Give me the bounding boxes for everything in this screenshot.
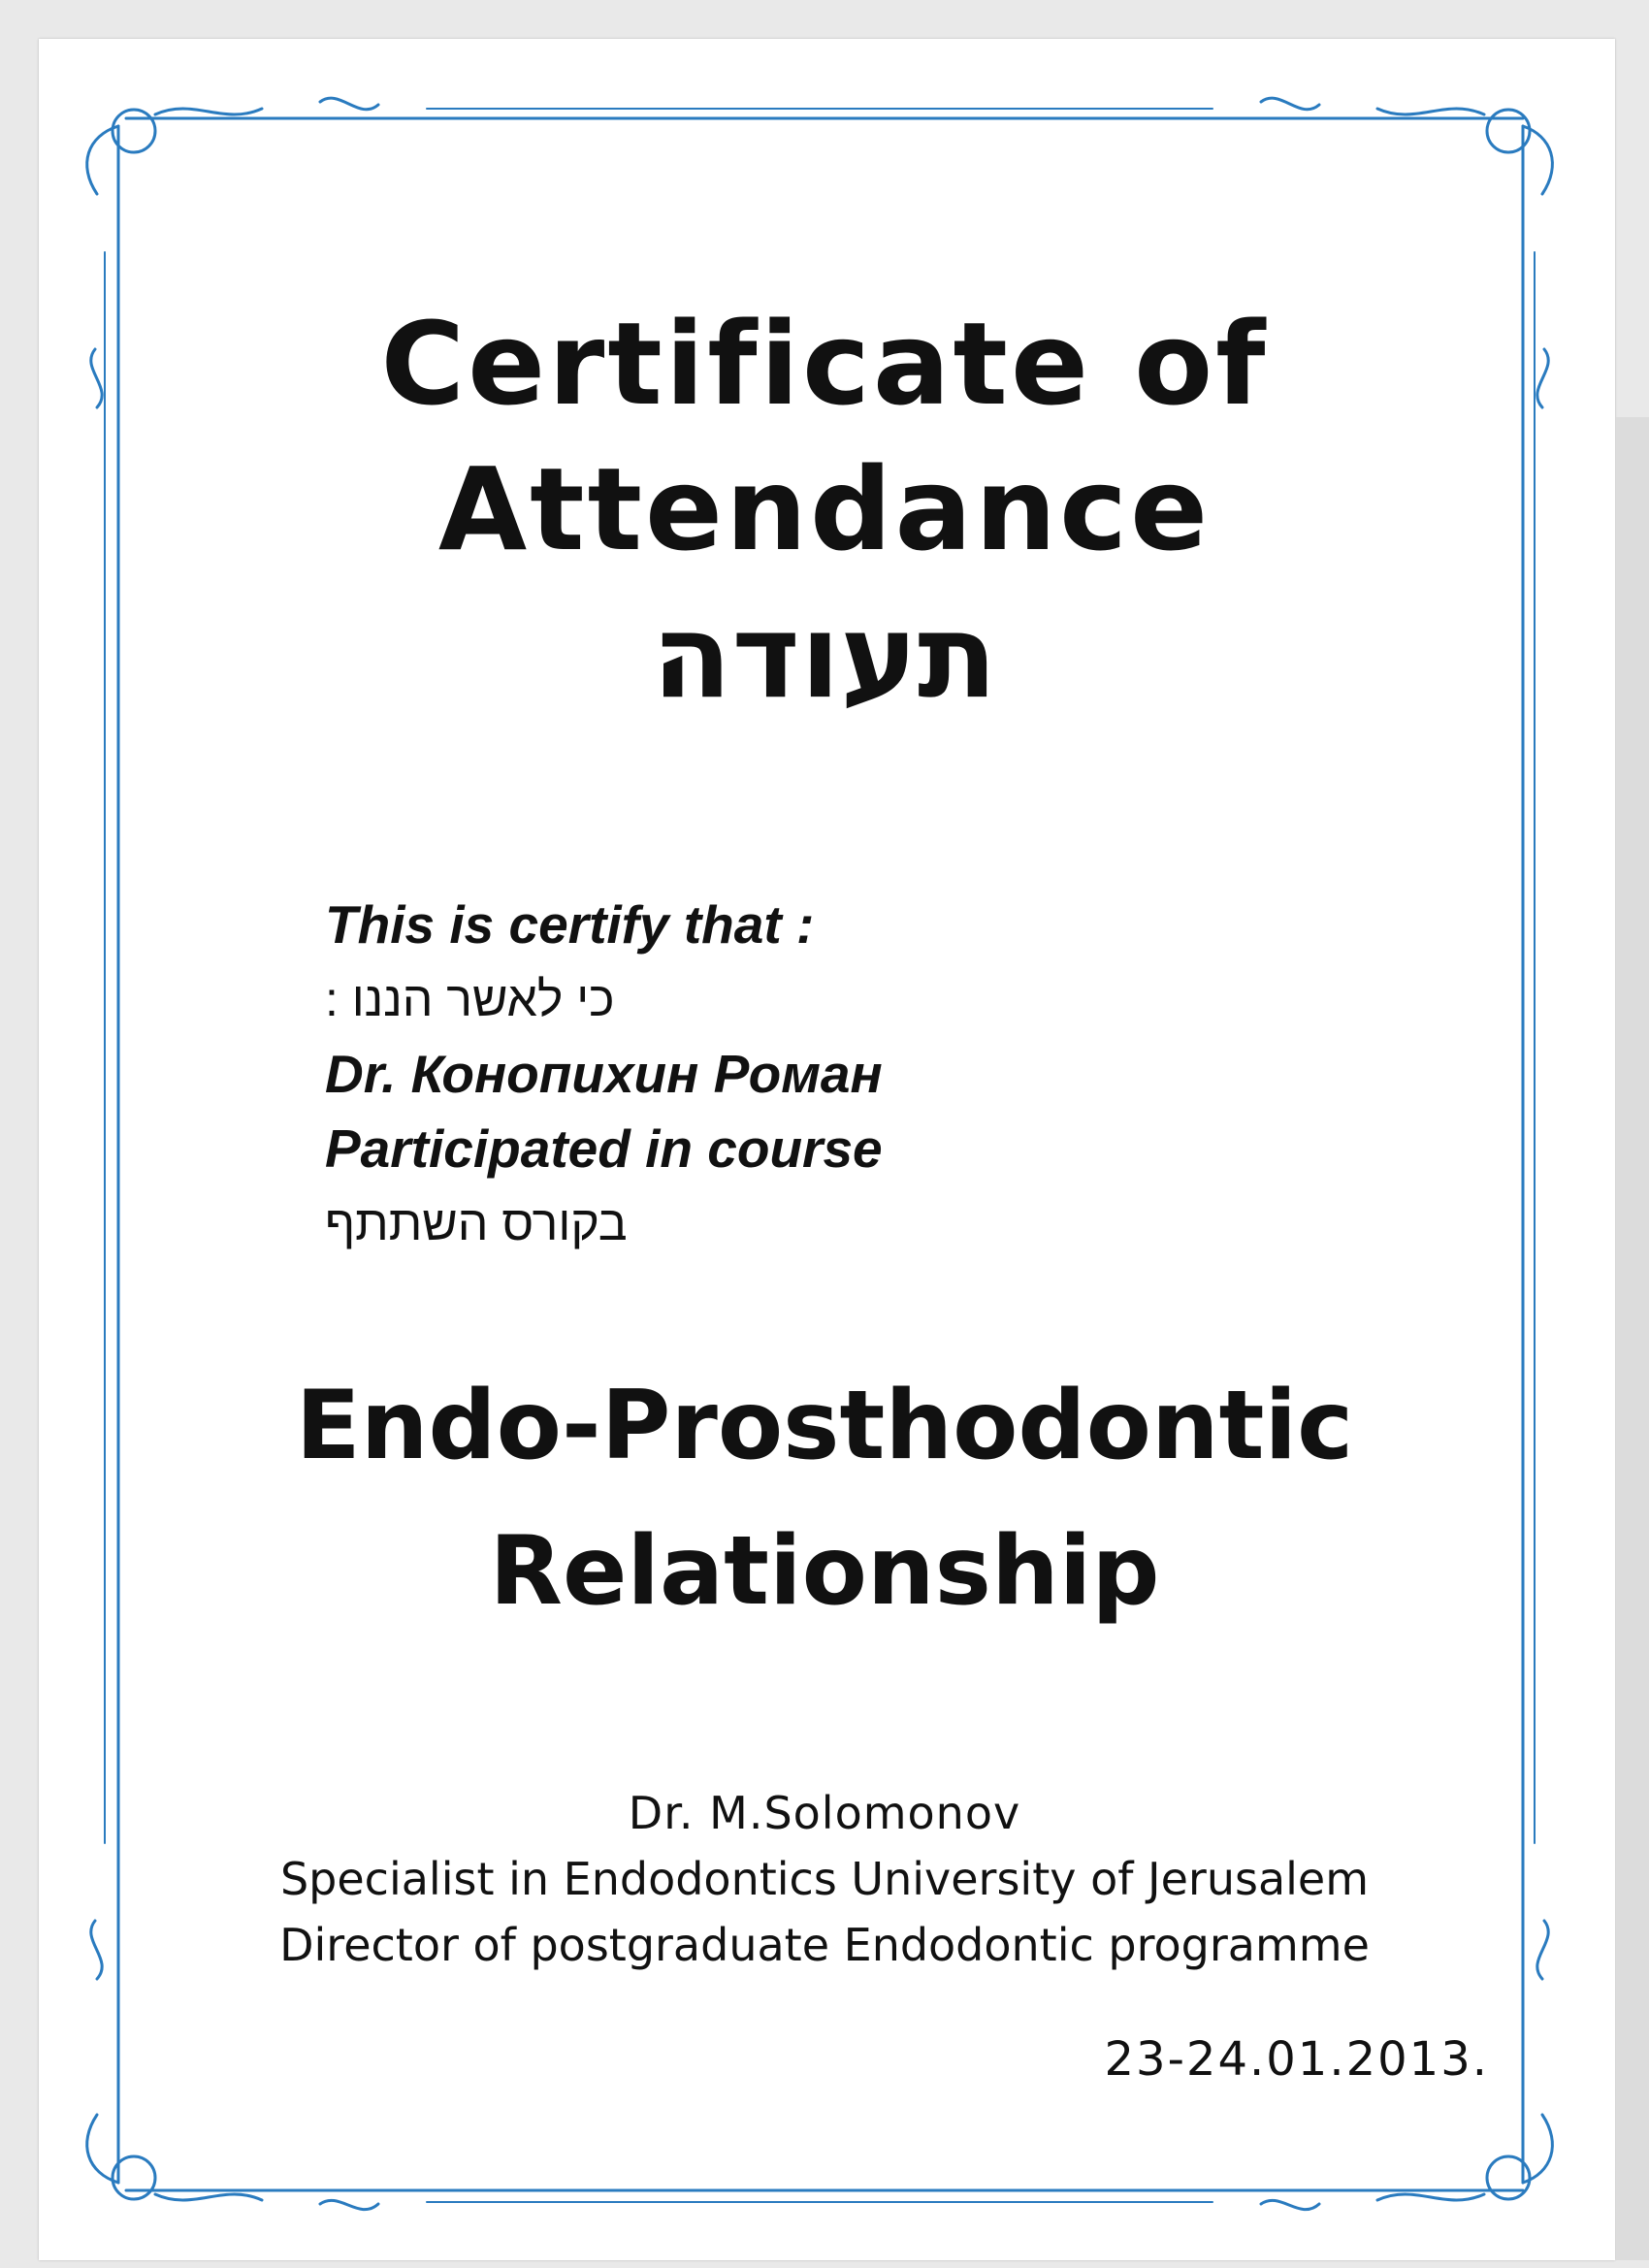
signer-position-line-2: Director of postgraduate Endodontic programme (279, 1919, 1370, 1971)
certify-line-hebrew: כי לאשר הננו : (325, 972, 615, 1026)
curl-ornament (1261, 98, 1319, 110)
recipient-section (325, 888, 883, 1261)
signer-position-line-1: Specialist in Endodontics University of Jerusalem (279, 1853, 1370, 1905)
certificate-title-hebrew: תעודה (651, 590, 998, 725)
curl-ornament (1261, 2200, 1319, 2209)
curl-ornament (320, 98, 378, 110)
recipient-name: Dr. Конопихин Роман (325, 1044, 883, 1104)
course-title-line-2: Relationship (489, 1516, 1160, 1627)
certificate-title (0, 291, 1649, 582)
corner-ornament-bottom-right (1377, 2115, 1552, 2200)
corner-ornament-top-left (87, 109, 262, 194)
corner-ornament-top-right (1377, 109, 1552, 194)
course-title-line-1: Endo-Prosthodontic (295, 1371, 1354, 1481)
certificate-title-line-2: Attendance (437, 442, 1212, 576)
certificate-title-line-1: Certificate of (380, 297, 1269, 431)
signer-section (0, 1780, 1649, 1978)
signer-name: Dr. M.Solomonov (628, 1787, 1021, 1839)
course-date: 23-24.01.2013. (1104, 2032, 1489, 2087)
corner-ornament-bottom-left (87, 2115, 262, 2200)
participated-line: Participated in course (325, 1118, 883, 1179)
curl-ornament (320, 2200, 378, 2209)
course-title (0, 1353, 1649, 1644)
certify-line: This is certify that : (325, 894, 815, 955)
participated-line-hebrew: בקורס השתתף (325, 1196, 628, 1250)
